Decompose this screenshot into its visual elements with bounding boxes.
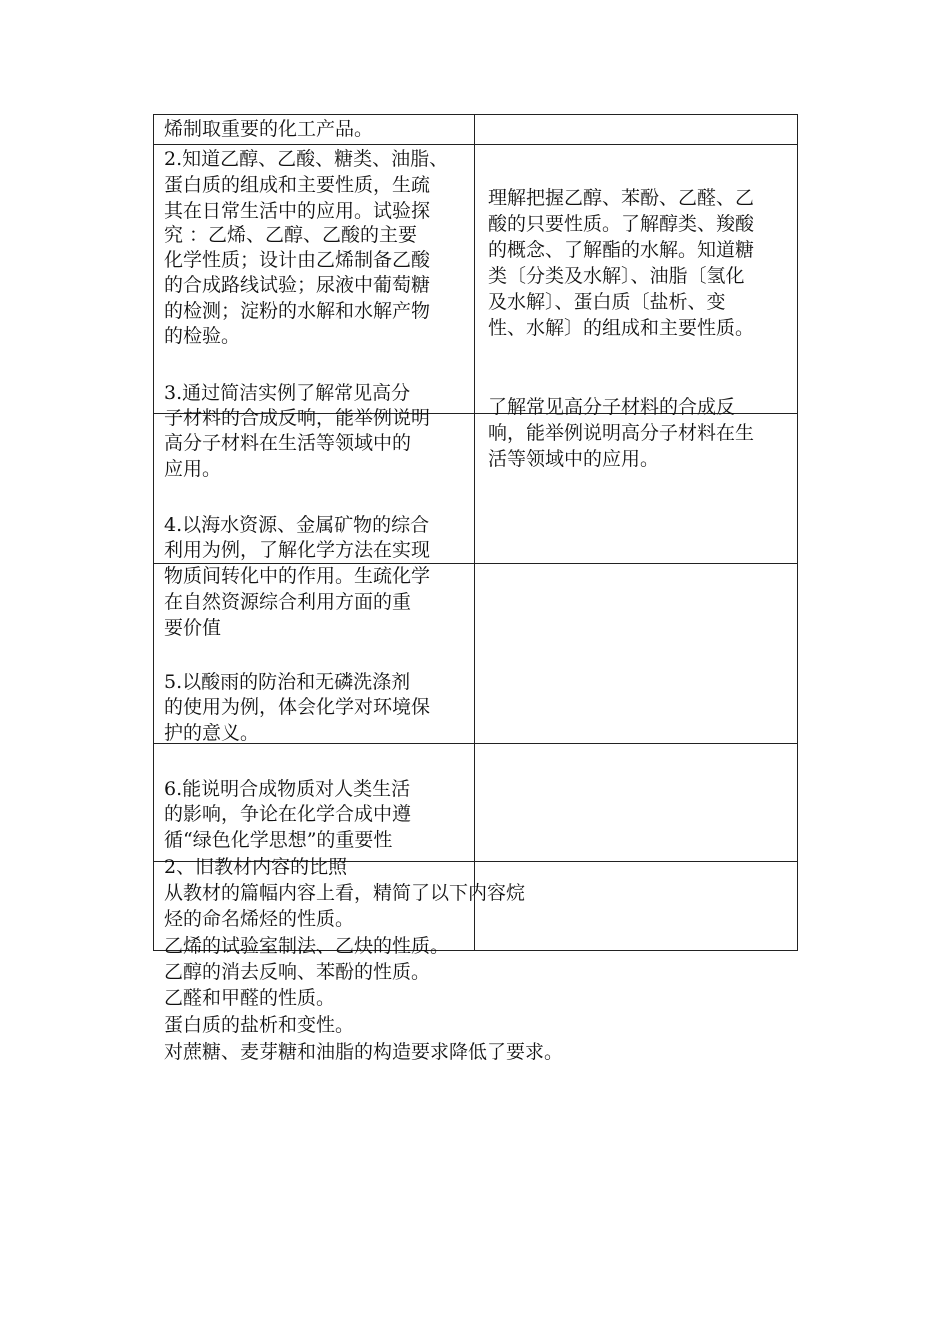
right-block-2-line: 响，能举例说明高分子材料在生 [488, 422, 755, 444]
left-item-4-line: 4.以海水资源、金属矿物的综合 [164, 514, 430, 536]
right-block-1-line: 性、水解〕的组成和主要性质。 [488, 317, 755, 339]
section-2-line: 从教材的篇幅内容上看，精简了以下内容烷 [164, 882, 526, 904]
left-item-4-line: 物质间转化中的作用。生疏化学 [164, 565, 431, 587]
section-2-line: 烃的命名烯烃的性质。 [164, 908, 355, 930]
left-item-3-line: 应用。 [164, 458, 222, 480]
section-2-line: 对蔗糖、麦芽糖和油脂的构造要求降低了要求。 [164, 1041, 564, 1063]
left-item-2-line: 的检验。 [164, 325, 241, 347]
left-item-6-line: 的影响，争论在化学合成中遵 [164, 803, 412, 825]
left-item-3-line: 子材料的合成反响，能举例说明 [164, 407, 431, 429]
table-border-left [153, 114, 154, 951]
section-2-line: 蛋白质的盐析和变性。 [164, 1014, 355, 1036]
left-item-6-line: 循“绿色化学思想”的重要性 [164, 829, 393, 851]
left-item-4-line: 利用为例，了解化学方法在实现 [164, 539, 431, 561]
left-item-2-line: 化学性质；设计由乙烯制备乙酸 [164, 249, 431, 271]
left-item-5-line: 5.以酸雨的防治和无磷洗涤剂 [164, 671, 411, 693]
left-item-4-line: 要价值 [164, 617, 222, 639]
right-block-1-line: 理解把握乙醇、苯酚、乙醛、乙 [488, 187, 755, 209]
left-item-2-line: 蛋白质的组成和主要性质，生疏 [164, 174, 431, 196]
left-item-4-line: 在自然资源综合利用方面的重 [164, 591, 412, 613]
left-item-5-line: 护的意义。 [164, 722, 260, 744]
table-border-right [797, 114, 798, 951]
right-block-1-line: 酸的只要性质。了解醇类、羧酸 [488, 213, 755, 235]
left-item-6-line: 6.能说明合成物质对人类生活 [164, 778, 411, 800]
right-block-1-line: 类〔分类及水解〕、油脂〔氢化 [488, 265, 745, 287]
section-2-heading: 2、旧教材内容的比照 [164, 856, 348, 878]
left-item-3-line: 3.通过简洁实例了解常见高分 [164, 382, 411, 404]
right-block-1-line: 及水解〕、蛋白质〔盐析、变 [488, 291, 726, 313]
left-item-2-line: 其在日常生活中的应用。试验探 [164, 200, 431, 222]
left-row0-text: 烯制取重要的化工产品。 [164, 118, 374, 140]
left-item-3-line: 高分子材料在生活等领域中的 [164, 432, 412, 454]
table-column-divider [474, 114, 475, 951]
section-2-line: 乙醛和甲醛的性质。 [164, 987, 336, 1009]
right-block-1-line: 的概念、了解酯的水解。知道糖 [488, 239, 755, 261]
left-item-2-line: 的检测；淀粉的水解和水解产物 [164, 300, 431, 322]
left-item-2-line: 究 ：乙烯、乙醇、乙酸的主要 [164, 224, 418, 246]
right-block-2-line: 活等领域中的应用。 [488, 448, 660, 470]
left-item-5-line: 的使用为例，体会化学对环境保 [164, 696, 431, 718]
section-2-line: 乙醇的消去反响、苯酚的性质。 [164, 961, 431, 983]
left-item-2-line: 的合成路线试验；尿液中葡萄糖 [164, 274, 431, 296]
right-block-2-line: 了解常见高分子材料的合成反 [488, 396, 736, 418]
left-item-2-line: 2.知道乙醇、乙酸、糖类、油脂、 [164, 148, 449, 170]
section-2-line: 乙烯的试验室制法、乙炔的性质。 [164, 935, 450, 957]
